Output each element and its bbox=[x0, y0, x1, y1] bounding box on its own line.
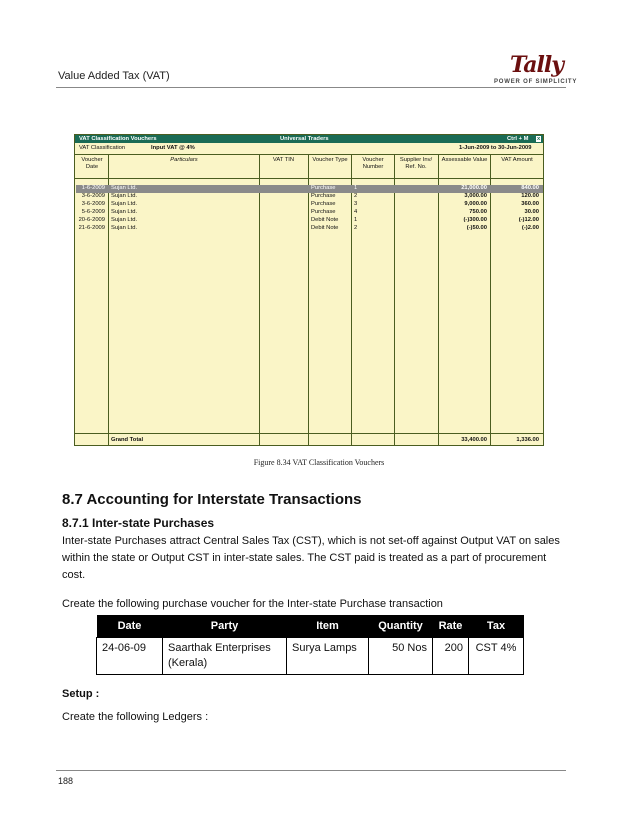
voucher-row[interactable] bbox=[75, 201, 543, 209]
col-assessable: Assessable Value bbox=[441, 157, 488, 163]
voucher-type: Purchase bbox=[311, 193, 336, 199]
assessable-value: (-)50.00 bbox=[466, 225, 487, 231]
cell-party: Saarthak Enterprises (Kerala) bbox=[163, 637, 287, 674]
vat-amount: 360.00 bbox=[521, 201, 539, 207]
col-ref: Supplier Inv/ Ref. No. bbox=[399, 157, 433, 170]
th-tax: Tax bbox=[469, 615, 524, 637]
report-name: VAT Classification Vouchers bbox=[79, 136, 157, 142]
cell-date: 24-06-09 bbox=[97, 637, 163, 674]
th-rate: Rate bbox=[433, 615, 469, 637]
col-type: Voucher Type bbox=[312, 157, 348, 163]
column-headers bbox=[75, 155, 543, 179]
voucher-date: 20-6-2009 bbox=[78, 217, 105, 223]
cell-quantity: 50 Nos bbox=[369, 637, 433, 674]
vat-amount: 30.00 bbox=[524, 209, 539, 215]
tally-logo bbox=[494, 52, 578, 92]
setup-label: Setup : bbox=[62, 688, 100, 700]
assessable-value: (-)300.00 bbox=[463, 217, 487, 223]
assessable-value: 750.00 bbox=[469, 209, 487, 215]
body-paragraph: Inter-state Purchases attract Central Sales Tax (CST), which is not set-off against Output VAT on sales within the state or Output CST in inter-state sales. The CST paid is treated as a part of procurement cost. bbox=[62, 535, 560, 581]
th-date: Date bbox=[97, 615, 163, 637]
col-tin: VAT TIN bbox=[272, 157, 295, 163]
period: 1-Jun-2009 to 30-Jun-2009 bbox=[459, 145, 532, 151]
col-date: Voucher Date bbox=[81, 157, 103, 170]
voucher-type: Purchase bbox=[311, 201, 336, 207]
voucher-date: 3-6-2009 bbox=[81, 193, 105, 199]
voucher-party: Sujan Ltd. bbox=[111, 225, 138, 231]
close-icon[interactable]: x bbox=[537, 136, 541, 142]
header-divider bbox=[56, 87, 566, 88]
th-quantity: Quantity bbox=[369, 615, 433, 637]
col-particulars: Particulars bbox=[170, 157, 198, 163]
footer-divider bbox=[56, 770, 566, 771]
vat-amount: 120.00 bbox=[521, 193, 539, 199]
voucher-number: 1 bbox=[354, 217, 358, 223]
voucher-number: 4 bbox=[354, 209, 358, 215]
assessable-value: 3,000.00 bbox=[464, 193, 487, 199]
screen-title-bar bbox=[75, 135, 543, 143]
voucher-row[interactable] bbox=[75, 217, 543, 225]
voucher-row[interactable] bbox=[75, 209, 543, 217]
company-name: Universal Traders bbox=[280, 136, 329, 142]
cell-item: Surya Lamps bbox=[287, 637, 369, 674]
cell-rate: 200 bbox=[433, 637, 469, 674]
voucher-party: Sujan Ltd. bbox=[111, 217, 138, 223]
voucher-party: Sujan Ltd. bbox=[111, 185, 138, 191]
classification-label: VAT Classification bbox=[79, 145, 126, 151]
voucher-type: Purchase bbox=[311, 209, 336, 215]
col-vat: VAT Amount bbox=[501, 157, 533, 163]
table-row bbox=[97, 637, 524, 674]
vat-amount: (-)2.00 bbox=[521, 225, 539, 231]
shortcut-label: Ctrl + M bbox=[507, 136, 529, 142]
voucher-date: 5-6-2009 bbox=[81, 209, 105, 215]
voucher-date: 1-6-2009 bbox=[81, 185, 105, 191]
col-number: Voucher Number bbox=[362, 157, 384, 170]
grand-total-label: Grand Total bbox=[111, 437, 144, 443]
voucher-party: Sujan Ltd. bbox=[111, 209, 138, 215]
voucher-row[interactable] bbox=[75, 225, 543, 233]
vat-amount: (-)12.00 bbox=[518, 217, 539, 223]
voucher-type: Debit Note bbox=[311, 217, 339, 223]
voucher-type: Debit Note bbox=[311, 225, 339, 231]
instruction-text: Create the following purchase voucher for the Inter-state Purchase transaction bbox=[62, 598, 443, 610]
voucher-party: Sujan Ltd. bbox=[111, 201, 138, 207]
voucher-date: 21-6-2009 bbox=[78, 225, 105, 231]
purchase-voucher-table bbox=[96, 615, 524, 675]
cell-tax: CST 4% bbox=[469, 637, 524, 674]
voucher-date: 3-6-2009 bbox=[81, 201, 105, 207]
vat-amount: 840.00 bbox=[521, 185, 539, 191]
voucher-number: 2 bbox=[354, 193, 358, 199]
voucher-number: 2 bbox=[354, 225, 358, 231]
grand-total-row bbox=[75, 433, 543, 446]
subsection-heading: 8.7.1 Inter-state Purchases bbox=[62, 516, 215, 530]
voucher-row[interactable] bbox=[75, 193, 543, 201]
logo-text: Tally bbox=[510, 52, 564, 78]
assessable-value: 21,000.00 bbox=[461, 185, 487, 191]
voucher-row[interactable] bbox=[75, 185, 543, 193]
th-party: Party bbox=[163, 615, 287, 637]
th-item: Item bbox=[287, 615, 369, 637]
logo-tagline: POWER OF SIMPLICITY bbox=[494, 79, 578, 85]
header-title: Value Added Tax (VAT) bbox=[58, 70, 170, 82]
classification-value: Input VAT @ 4% bbox=[151, 145, 195, 151]
voucher-party: Sujan Ltd. bbox=[111, 193, 138, 199]
section-heading: 8.7 Accounting for Interstate Transactions bbox=[62, 491, 362, 508]
ledgers-instruction: Create the following Ledgers : bbox=[62, 711, 209, 723]
voucher-type: Purchase bbox=[311, 185, 336, 191]
page-number: 188 bbox=[58, 776, 74, 786]
figure-caption: Figure 8.34 VAT Classification Vouchers bbox=[253, 458, 385, 467]
grand-total-value: 33,400.00 bbox=[461, 437, 487, 443]
vat-classification-screen bbox=[74, 134, 544, 446]
voucher-number: 3 bbox=[354, 201, 358, 207]
screen-subheader bbox=[75, 143, 543, 155]
grand-total-vat: 1,336.00 bbox=[516, 437, 539, 443]
voucher-number: 1 bbox=[354, 185, 358, 191]
assessable-value: 9,000.00 bbox=[464, 201, 487, 207]
